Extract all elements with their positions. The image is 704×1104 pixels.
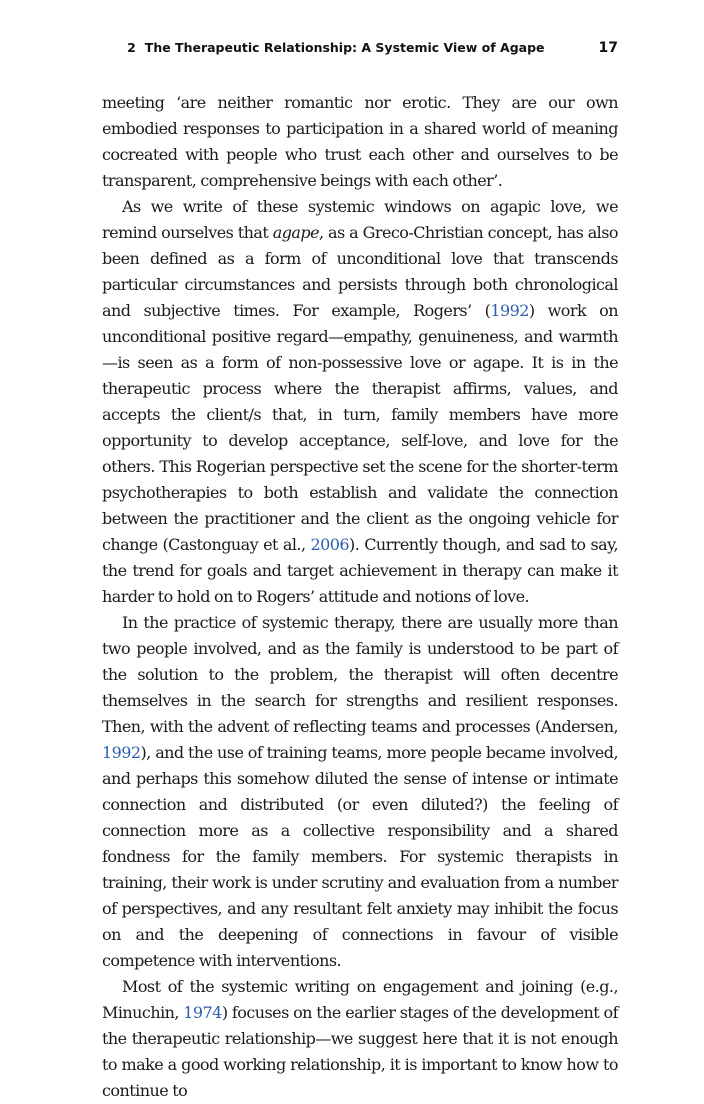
paragraph-2-text-b: , as a Greco-Christian concept, has also been defined as a form of unconditional love that transcends particular circumstances and persists through both chronological and subjective times. For example, Rogers’ ( bbox=[102, 223, 618, 320]
citation-link-minuchin-1974[interactable]: 1974 bbox=[183, 1003, 222, 1022]
citation-link-rogers-1992[interactable]: 1992 bbox=[490, 301, 529, 320]
paragraph-4-text-a: Most of the systemic writing on engagement and joining (e.g., Minuchin, bbox=[102, 977, 618, 1022]
paragraph-1-text: meeting ‘are neither romantic nor erotic. They are our own embodied responses to participation in a shared world of meaning cocreated with people who trust each other and ourselves to be transparent, comprehensive beings with each other’. bbox=[102, 93, 618, 190]
page-number: 17 bbox=[598, 40, 618, 56]
citation-link-castonguay-2006[interactable]: 2006 bbox=[310, 535, 349, 554]
paragraph-2 bbox=[102, 194, 618, 610]
paragraph-3 bbox=[102, 610, 618, 974]
paragraph-2-text-d: ). Currently though, and sad to say, the trend for goals and target achievement in therapy can make it harder to hold on to Rogers’ attitude and notions of love. bbox=[102, 535, 618, 606]
citation-link-andersen-1992[interactable]: 1992 bbox=[102, 743, 141, 762]
emphasis-agape: agape bbox=[272, 223, 320, 242]
paragraph-4 bbox=[102, 974, 618, 1104]
paragraph-3-text-b: ), and the use of training teams, more people became involved, and perhaps this somehow diluted the sense of intense or intimate connection and distributed (or even diluted?) the feeling of connection more as a collective responsibility and a shared fondness for the family members. For systemic therapists in training, their work is under scrutiny and evaluation from a number of perspectives, and any resultant felt anxiety may inhibit the focus on and the deepening of connections in favour of visible competence with interventions. bbox=[102, 743, 618, 970]
paragraph-2-text-a: As we write of these systemic windows on agapic love, we remind ourselves that bbox=[102, 197, 618, 242]
paragraph-1 bbox=[102, 90, 618, 194]
paragraph-4-text-b: ) focuses on the earlier stages of the development of the therapeutic relationship—we suggest here that it is not enough to make a good working relationship, it is important to know how to continue to bbox=[102, 1003, 618, 1100]
body-text bbox=[102, 90, 618, 1104]
paragraph-2-text-c: ) work on unconditional positive regard—empathy, genuineness, and warmth—is seen as a form of non-possessive love or agape. It is in the therapeutic process where the therapist affirms, values, and accepts the client/s that, in turn, family members have more opportunity to develop acceptance, self-love, and love for the others. This Rogerian perspective set the scene for the shorter-term psychotherapies to both establish and validate the connection between the practitioner and the client as the ongoing vehicle for change (Castonguay et al., bbox=[102, 301, 618, 554]
paragraph-3-text-a: In the practice of systemic therapy, there are usually more than two people involved, and as the family is understood to be part of the solution to the problem, the therapist will often decentre themselves in the search for strengths and resilient responses. Then, with the advent of reflecting teams and processes (Andersen, bbox=[102, 613, 618, 736]
chapter-number: 2 bbox=[127, 40, 136, 55]
running-header bbox=[102, 40, 618, 66]
chapter-title: The Therapeutic Relationship: A Systemic View of Agape bbox=[144, 40, 545, 55]
book-page bbox=[102, 40, 618, 1104]
